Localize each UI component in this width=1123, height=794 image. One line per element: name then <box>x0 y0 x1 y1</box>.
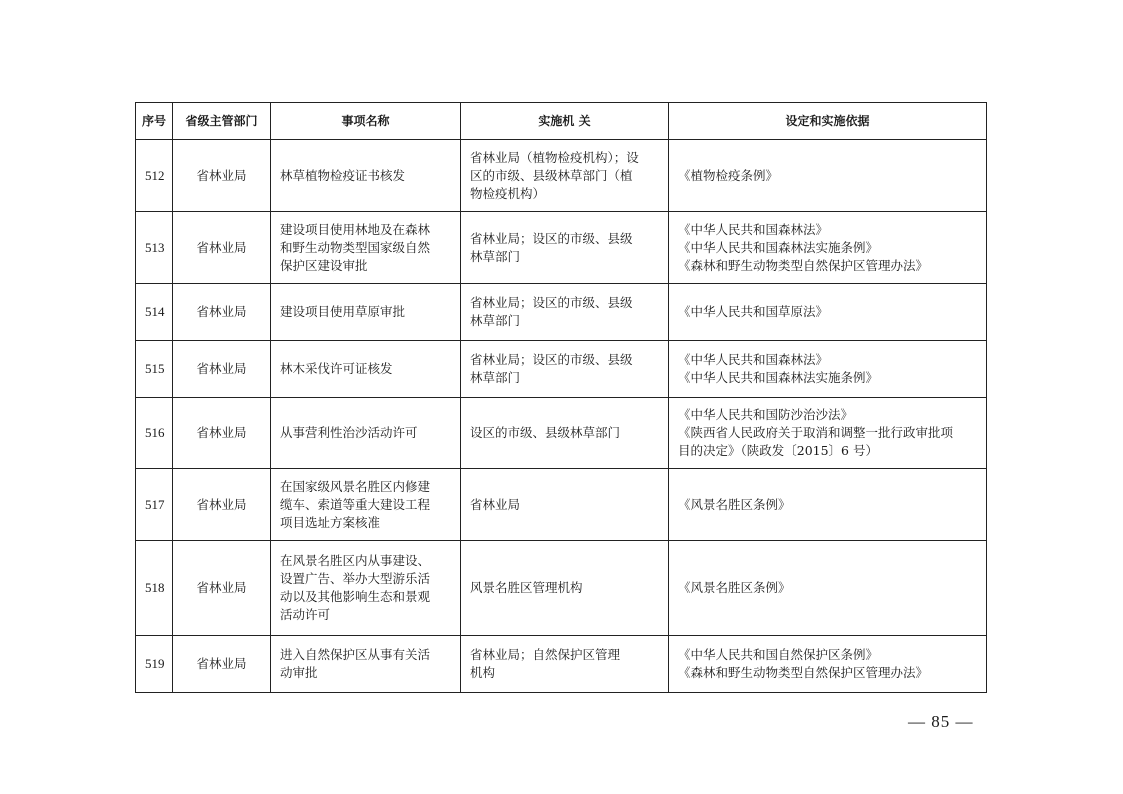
row-number: 517 <box>136 469 173 541</box>
row-org <box>461 341 669 398</box>
row-org <box>461 212 669 284</box>
item-line: 和野生动物类型国家级自然 <box>280 239 431 255</box>
item-line: 从事营利性治沙活动许可 <box>280 425 418 440</box>
org-line: 机构 <box>470 665 496 680</box>
org-line: 省林业局（植物检疫机构）；设 <box>470 149 639 165</box>
table-row <box>136 212 987 284</box>
item-line: 进入自然保护区从事有关活 <box>280 647 431 662</box>
row-item <box>271 284 461 341</box>
header-no: 序号 <box>136 103 173 140</box>
basis-line: 《陕西省人民政府关于取消和调整一批行政审批项 <box>678 425 954 440</box>
header-basis: 设定和实施依据 <box>669 103 987 140</box>
org-line: 省林业局 <box>470 496 521 512</box>
basis-line: 《中华人民共和国森林法实施条例》 <box>678 239 879 255</box>
item-line: 动审批 <box>280 665 318 680</box>
table-row <box>136 541 987 636</box>
item-line: 动以及其他影响生态和景观 <box>280 589 431 604</box>
row-basis <box>669 341 987 398</box>
item-line: 设置广告、举办大型游乐活 <box>280 571 431 586</box>
basis-line: 《森林和野生动物类型自然保护区管理办法》 <box>678 257 929 273</box>
basis-line: 目的决定》（陕政发〔2015〕6 号） <box>678 443 878 458</box>
table-header-row <box>136 103 987 140</box>
org-line: 林草部门 <box>470 313 521 328</box>
item-line: 活动许可 <box>280 607 331 622</box>
row-dept: 省林业局 <box>173 398 271 469</box>
basis-line: 《森林和野生动物类型自然保护区管理办法》 <box>678 665 929 680</box>
row-org <box>461 284 669 341</box>
org-line: 林草部门 <box>470 248 521 264</box>
item-line: 在国家级风景名胜区内修建 <box>280 478 431 494</box>
basis-line: 《中华人民共和国防沙治沙法》 <box>678 407 854 422</box>
row-dept: 省林业局 <box>173 341 271 398</box>
row-org <box>461 469 669 541</box>
row-number: 512 <box>136 140 173 212</box>
item-line: 项目选址方案核准 <box>280 514 381 530</box>
row-basis <box>669 140 987 212</box>
table-body <box>136 140 987 693</box>
row-basis <box>669 284 987 341</box>
basis-line: 《风景名胜区条例》 <box>678 496 791 512</box>
org-line: 省林业局；设区的市级、县级 <box>470 230 633 246</box>
row-item <box>271 140 461 212</box>
org-line: 省林业局；自然保护区管理 <box>470 647 621 662</box>
basis-line: 《中华人民共和国森林法》 <box>678 221 829 237</box>
row-org <box>461 636 669 693</box>
basis-line: 《中华人民共和国草原法》 <box>678 304 829 319</box>
item-line: 在风景名胜区内从事建设、 <box>280 553 431 568</box>
row-basis <box>669 636 987 693</box>
row-basis <box>669 212 987 284</box>
item-line: 林木采伐许可证核发 <box>280 361 393 376</box>
org-line: 设区的市级、县级林草部门 <box>470 425 621 440</box>
table-row <box>136 398 987 469</box>
basis-line: 《中华人民共和国森林法实施条例》 <box>678 370 879 385</box>
row-number: 513 <box>136 212 173 284</box>
header-dept: 省级主管部门 <box>173 103 271 140</box>
row-dept: 省林业局 <box>173 636 271 693</box>
org-line: 物检疫机构） <box>470 185 546 201</box>
row-number: 518 <box>136 541 173 636</box>
row-item <box>271 469 461 541</box>
basis-line: 《植物检疫条例》 <box>678 167 779 183</box>
row-number: 515 <box>136 341 173 398</box>
header-org: 实施机 关 <box>461 103 669 140</box>
item-line: 保护区建设审批 <box>280 257 368 273</box>
row-basis <box>669 541 987 636</box>
table-row <box>136 284 987 341</box>
item-line: 建设项目使用草原审批 <box>280 304 406 319</box>
item-line: 缆车、索道等重大建设工程 <box>280 496 431 512</box>
table-row <box>136 469 987 541</box>
row-dept: 省林业局 <box>173 212 271 284</box>
row-dept: 省林业局 <box>173 140 271 212</box>
row-dept: 省林业局 <box>173 541 271 636</box>
org-line: 林草部门 <box>470 370 521 385</box>
row-item <box>271 541 461 636</box>
approval-items-table <box>135 102 987 693</box>
basis-line: 《中华人民共和国森林法》 <box>678 352 829 367</box>
row-dept: 省林业局 <box>173 284 271 341</box>
row-basis <box>669 398 987 469</box>
row-number: 516 <box>136 398 173 469</box>
row-dept: 省林业局 <box>173 469 271 541</box>
org-line: 风景名胜区管理机构 <box>470 580 583 595</box>
table-row <box>136 140 987 212</box>
row-org <box>461 140 669 212</box>
row-basis <box>669 469 987 541</box>
header-item: 事项名称 <box>271 103 461 140</box>
row-number: 519 <box>136 636 173 693</box>
basis-line: 《风景名胜区条例》 <box>678 580 791 595</box>
row-item <box>271 636 461 693</box>
table-row <box>136 341 987 398</box>
row-org <box>461 398 669 469</box>
row-item <box>271 398 461 469</box>
org-line: 省林业局；设区的市级、县级 <box>470 352 633 367</box>
table-row <box>136 636 987 693</box>
item-line: 林草植物检疫证书核发 <box>280 167 406 183</box>
item-line: 建设项目使用林地及在森林 <box>280 221 431 237</box>
row-item <box>271 212 461 284</box>
org-line: 区的市级、县级林草部门（植 <box>470 167 633 183</box>
row-org <box>461 541 669 636</box>
row-number: 514 <box>136 284 173 341</box>
org-line: 省林业局；设区的市级、县级 <box>470 295 633 310</box>
page-number: — 85 — <box>908 712 974 731</box>
basis-line: 《中华人民共和国自然保护区条例》 <box>678 647 879 662</box>
row-item <box>271 341 461 398</box>
